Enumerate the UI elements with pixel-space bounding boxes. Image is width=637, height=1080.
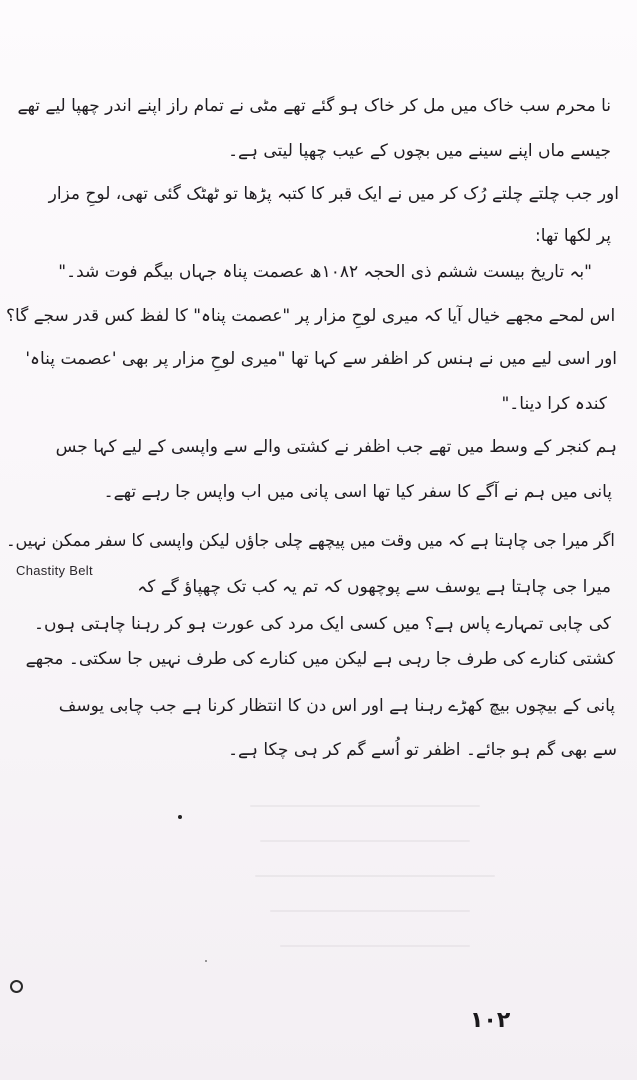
bleed-through-mark (280, 945, 470, 947)
ink-speck (205, 960, 207, 962)
english-phrase: Chastity Belt (16, 563, 93, 578)
text-line-11: اگر میرا جی چاہتا ہے کہ میں وقت میں پیچھے چلی جاؤں لیکن واپسی کا سفر ممکن نہیں۔ (6, 531, 615, 551)
text-line-9: ہم کنجر کے وسط میں تھے جب اظفر نے کشتی والے سے واپسی کے لیے کہا جس (55, 437, 617, 457)
text-line-4: پر لکھا تھا: (535, 226, 611, 246)
text-line-7: اور اسی لیے میں نے ہنس کر اظفر سے کہا تھا "میری لوحِ مزار پر بھی 'عصمت پناہ' (25, 349, 617, 369)
text-line-10: پانی میں ہم نے آگے کا سفر کیا تھا اسی پانی میں اب واپس جا رہے تھے۔ (103, 482, 612, 502)
bleed-through-mark (270, 910, 470, 912)
text-line-12: میرا جی چاہتا ہے یوسف سے پوچھوں کہ تم یہ کب تک چھپاؤ گے کہ (137, 577, 611, 597)
page-number: ۱۰۲ (470, 1008, 511, 1033)
bleed-through-mark (260, 840, 470, 842)
text-line-1: نا محرم سب خاک میں مل کر خاک ہو گئے تھے مٹی نے تمام راز اپنے اندر چھپا لیے تھے (17, 96, 611, 116)
text-line-3: اور جب چلتے چلتے رُک کر میں نے ایک قبر کا کتبہ پڑھا تو ٹھٹک گئی تھی، لوحِ مزار (48, 184, 619, 204)
text-line-13: کی چابی تمہارے پاس ہے؟ میں کسی ایک مرد کی عورت ہو کر رہنا چاہتی ہوں۔ (34, 614, 611, 634)
circle-mark-icon (10, 980, 23, 993)
ink-speck (178, 815, 182, 819)
text-line-2: جیسے ماں اپنے سینے میں بچوں کے عیب چھپا لیتی ہے۔ (228, 141, 611, 161)
bleed-through-mark (255, 875, 495, 877)
text-line-15: پانی کے بیچوں بیچ کھڑے رہنا ہے اور اس دن کا انتظار کرنا ہے جب چابی یوسف (58, 696, 615, 716)
text-line-14: کشتی کنارے کی طرف جا رہی ہے لیکن میں کنارے کی طرف نہیں جا سکتی۔ مجھے (25, 649, 615, 669)
text-line-16: سے بھی گم ہو جائے۔ اظفر تو اُسے گم کر ہی چکا ہے۔ (228, 740, 617, 760)
text-line-8: کندہ کرا دینا۔" (501, 394, 607, 414)
bleed-through-mark (250, 805, 480, 807)
text-line-6: اس لمحے مجھے خیال آیا کہ میری لوحِ مزار پر "عصمت پناہ" کا لفظ کس قدر سجے گا؟ (5, 306, 615, 326)
text-line-5: "بہ تاریخ بیست ششم ذی الحجہ ۱۰۸۲ھ عصمت پناہ جہاں بیگم فوت شد۔" (58, 262, 592, 282)
